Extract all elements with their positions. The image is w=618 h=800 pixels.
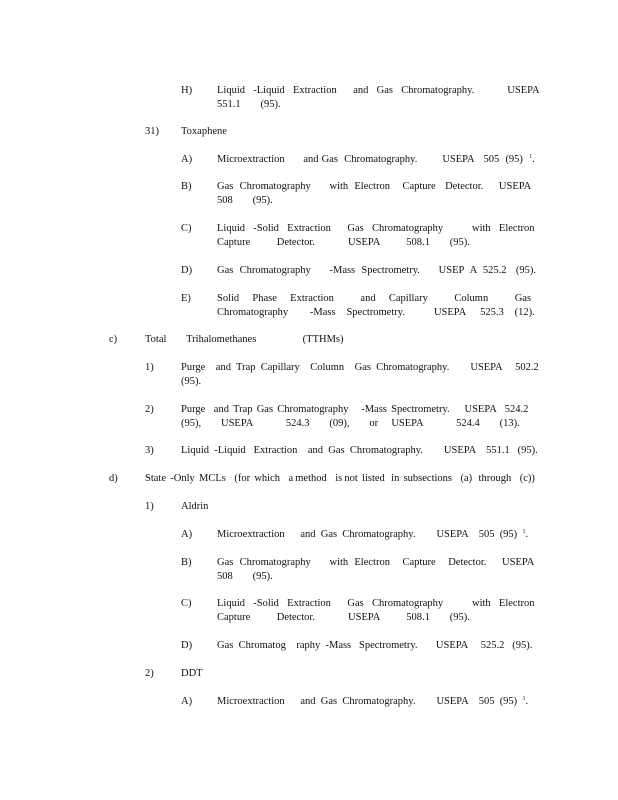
item-text: Gas Chromatog raphy -Mass Spectrometry. USEPA 525.2 (95). <box>217 640 533 651</box>
item-text-line <box>181 125 227 139</box>
item-text: (95), USEPA 524.3 (09), or USEPA 524.4 (13). <box>181 417 520 429</box>
item-text-line <box>181 500 208 514</box>
item-text-line <box>145 472 535 486</box>
item-text-line <box>217 98 281 112</box>
item-text-line <box>217 611 470 625</box>
item-text-line <box>181 375 201 389</box>
item-text-line <box>181 667 203 681</box>
item-text: Toxaphene <box>181 126 227 137</box>
item-text-line <box>217 222 535 236</box>
trailing-period: . <box>525 696 529 707</box>
item-marker: E) <box>181 293 191 304</box>
item-text: Microextraction and Gas Chromatography. USEPA 505 (95) <box>217 696 518 707</box>
item-marker: B) <box>181 557 192 568</box>
item-marker: D) <box>181 265 193 276</box>
item-text-line <box>217 570 273 584</box>
item-text-line <box>217 84 540 98</box>
item-text-line <box>217 194 273 208</box>
item-text-line <box>181 417 520 431</box>
item-text: (95). <box>181 375 202 387</box>
item-text: Gas Chromatography -Mass Spectrometry. USEP A 525.2 (95). <box>217 265 536 276</box>
item-text: 508 (95). <box>217 194 273 206</box>
item-text-line <box>217 236 470 250</box>
item-text-line <box>217 528 528 542</box>
item-marker: 31) <box>145 126 159 137</box>
footnote-marker: 1 <box>529 154 533 160</box>
item-marker: 2) <box>145 668 154 679</box>
item-text: Gas Chromatography with Electron Capture Detector. USEPA <box>217 181 532 192</box>
item-text-line <box>181 403 528 417</box>
item-text: Liquid -Liquid Extraction and Gas Chromatography. USEPA 551.1 (95). <box>181 445 538 456</box>
item-text: 551.1 (95). <box>217 98 281 110</box>
item-text: Capture Detector. USEPA 508.1 (95). <box>217 236 470 248</box>
item-marker: A) <box>181 529 193 540</box>
item-text: Liquid -Liquid Extraction and Gas Chromatography. USEPA <box>217 85 540 96</box>
item-text: Purge and Trap Capillary Column Gas Chromatography. USEPA 502.2 <box>181 362 539 373</box>
item-text: Chromatography -Mass Spectrometry. USEPA 525.3 (12). <box>217 306 535 318</box>
item-marker: B) <box>181 181 192 192</box>
footnote-marker: 1 <box>522 529 526 535</box>
item-text-line <box>217 306 535 320</box>
item-text-line <box>217 695 528 709</box>
item-text: State -Only MCLs (for which a method is not listed in subsections (a) through (c)) <box>145 473 535 484</box>
item-marker: 1) <box>145 362 154 373</box>
item-marker: d) <box>109 473 118 484</box>
item-text-line <box>217 597 535 611</box>
item-text-line <box>217 153 535 167</box>
item-text: DDT <box>181 668 203 679</box>
item-text-line <box>181 444 538 458</box>
footnote-marker: 1 <box>522 696 526 702</box>
item-text-line <box>217 292 531 306</box>
item-marker: C) <box>181 223 192 234</box>
item-marker: 3) <box>145 445 154 456</box>
item-text: Liquid -Solid Extraction Gas Chromatography with Electron <box>217 223 535 234</box>
item-marker: c) <box>109 334 118 345</box>
item-text: 508 (95). <box>217 570 273 582</box>
item-text: Aldrin <box>181 501 209 512</box>
item-marker: D) <box>181 640 193 651</box>
item-text-line <box>217 556 534 570</box>
trailing-period: . <box>532 154 535 165</box>
item-text-line <box>217 180 531 194</box>
item-text: Liquid -Solid Extraction Gas Chromatography with Electron <box>217 598 535 609</box>
item-text: Purge and Trap Gas Chromatography -Mass Spectrometry. USEPA 524.2 <box>181 404 529 415</box>
item-text: Capture Detector. USEPA 508.1 (95). <box>217 611 470 623</box>
item-marker: A) <box>181 154 193 165</box>
item-text: Microextraction and Gas Chromatography. USEPA 505 (95) <box>217 529 518 540</box>
item-marker: 1) <box>145 501 154 512</box>
trailing-period: . <box>525 529 529 540</box>
item-text-line <box>217 264 536 278</box>
item-marker: C) <box>181 598 192 609</box>
item-text: Microextraction and Gas Chromatography. USEPA 505 (95) <box>217 154 523 165</box>
item-text-line <box>145 333 344 347</box>
item-marker: H) <box>181 85 193 96</box>
item-marker: A) <box>181 696 193 707</box>
item-text: Total Trihalomethanes (TTHMs) <box>145 334 344 345</box>
item-text: Gas Chromatography with Electron Capture Detector. USEPA <box>217 557 535 568</box>
item-marker: 2) <box>145 404 154 415</box>
item-text: Solid Phase Extraction and Capillary Column Gas <box>217 293 532 304</box>
item-text-line <box>217 639 532 653</box>
item-text-line <box>181 361 539 375</box>
